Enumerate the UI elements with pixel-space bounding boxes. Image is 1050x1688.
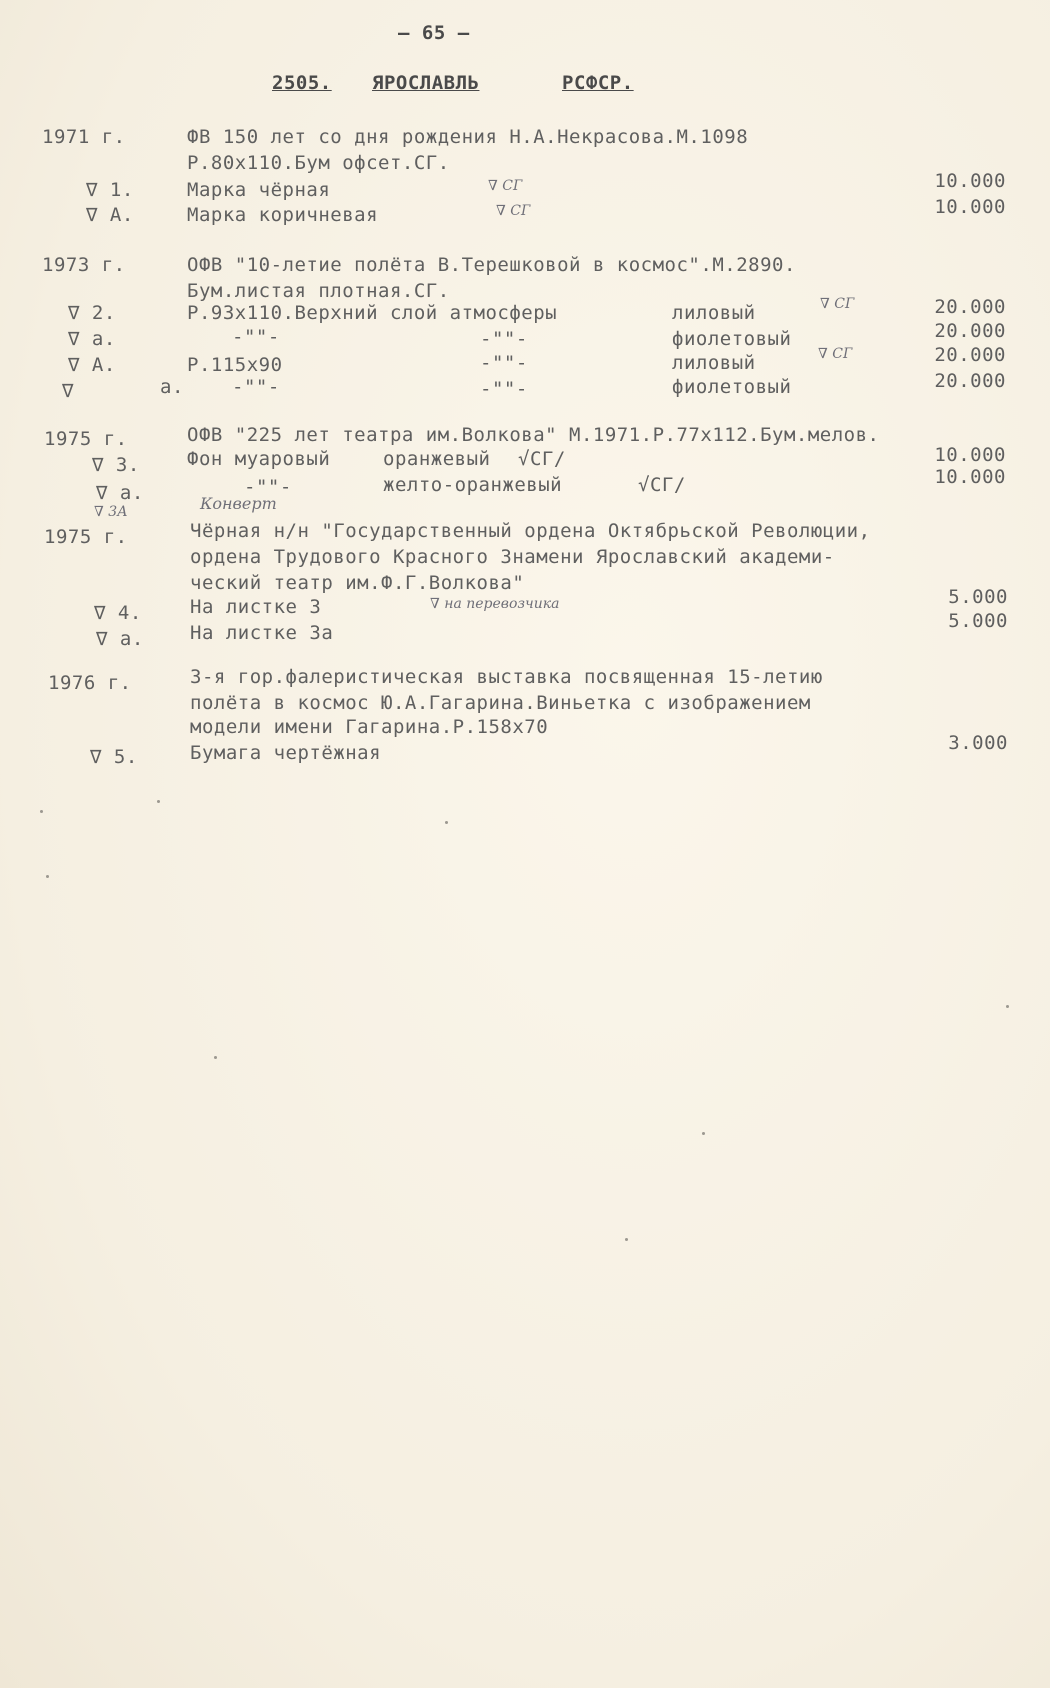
quantity: 5.000	[948, 610, 1008, 632]
variant-text: Бумага чертёжная	[190, 742, 382, 764]
handwritten-mark: ∇ 3А	[94, 504, 128, 520]
quantity: 10.000	[934, 466, 1006, 488]
item-description: ческий театр им.Ф.Г.Волкова"	[190, 572, 525, 594]
variant-text: Р.93х110.Верхний слой атмосферы	[187, 302, 558, 324]
catalog-mark: ∇ 2.	[68, 302, 116, 324]
heading-region: РСФСР.	[562, 72, 634, 94]
variant-text: На листке 3а	[190, 622, 334, 644]
paper-speck	[702, 1132, 705, 1135]
paper-speck	[445, 821, 448, 824]
year-label: 1973 г.	[42, 254, 126, 276]
handwritten-note: ∇ на перевозчика	[430, 596, 560, 612]
item-description: ФВ 150 лет со дня рождения Н.А.Некрасова.М.1098	[187, 126, 749, 148]
item-description: полёта в космос Ю.А.Гагарина.Виньетка с изображением	[190, 692, 811, 714]
quantity: 20.000	[934, 296, 1006, 318]
ditto-mark: -""-	[480, 352, 528, 374]
quantity: 20.000	[934, 370, 1006, 392]
color-label: желто-оранжевый	[383, 474, 563, 496]
color-label: лиловый	[672, 352, 756, 374]
ditto-mark: -""-	[480, 378, 528, 400]
ditto-mark: -""-	[244, 476, 292, 498]
handwritten-note: Конверт	[200, 494, 277, 513]
item-description: модели имени Гагарина.Р.158х70	[190, 716, 549, 738]
item-description: ОФВ "10-летие полёта В.Терешковой в космос".М.2890.	[187, 254, 796, 276]
item-description: Бум.листая плотная.СГ.	[187, 280, 450, 302]
variant-text: Фон муаровый	[187, 448, 331, 470]
ditto-mark: -""-	[232, 326, 280, 348]
quantity: 3.000	[948, 732, 1008, 754]
paper-speck	[1006, 1005, 1009, 1008]
quantity: 10.000	[934, 170, 1006, 192]
paper-speck	[625, 1238, 628, 1241]
catalog-mark: ∇ а.	[68, 328, 116, 350]
paper-speck	[214, 1056, 217, 1059]
color-label: фиолетовый	[672, 376, 792, 398]
catalog-mark: а.	[160, 376, 184, 398]
handwritten-note: ∇ СГ	[488, 178, 523, 194]
catalog-mark: ∇ А.	[86, 204, 134, 226]
catalog-mark: ∇ 5.	[90, 746, 138, 768]
handwritten-note: ∇ СГ	[820, 296, 855, 312]
catalog-mark: ∇ а.	[96, 482, 144, 504]
color-label: лиловый	[672, 302, 756, 324]
variant-text: Марка чёрная	[187, 179, 331, 201]
item-description: 3-я гор.фалеристическая выставка посвященная 15-летию	[190, 666, 823, 688]
item-description: Чёрная н/н "Государственный ордена Октябрьской Революции,	[190, 520, 871, 542]
year-label: 1975 г.	[44, 428, 128, 450]
quantity: 5.000	[948, 586, 1008, 608]
paper-speck	[157, 800, 160, 803]
catalog-mark: ∇ А.	[68, 354, 116, 376]
heading-code: 2505.	[272, 72, 332, 94]
quantity: 10.000	[934, 444, 1006, 466]
year-label: 1971 г.	[42, 126, 126, 148]
color-label: фиолетовый	[672, 328, 792, 350]
heading-city: ЯРОСЛАВЛЬ	[372, 72, 480, 94]
ditto-mark: -""-	[480, 328, 528, 350]
page-number: – 65 –	[398, 22, 470, 44]
year-label: 1975 г.	[44, 526, 128, 548]
catalog-mark: ∇ а.	[96, 628, 144, 650]
variant-text: На листке 3	[190, 596, 322, 618]
quantity: 20.000	[934, 344, 1006, 366]
variant-text: Марка коричневая	[187, 204, 379, 226]
quantity: 10.000	[934, 196, 1006, 218]
item-description: Р.80х110.Бум офсет.СГ.	[187, 152, 450, 174]
paper-speck	[46, 875, 49, 878]
quantity: 20.000	[934, 320, 1006, 342]
catalog-mark: ∇ 4.	[94, 602, 142, 624]
item-description: ордена Трудового Красного Знамени Ярославский академи-	[190, 546, 835, 568]
tag: √СГ/	[638, 474, 686, 496]
color-label: оранжевый	[383, 448, 491, 470]
year-label: 1976 г.	[48, 672, 132, 694]
catalog-mark: ∇	[62, 380, 74, 402]
catalog-mark: ∇ 1.	[86, 179, 134, 201]
item-description: ОФВ "225 лет театра им.Волкова" М.1971.Р.77х112.Бум.мелов.	[187, 424, 880, 446]
variant-text: Р.115х90	[187, 354, 283, 376]
tag: √СГ/	[518, 448, 566, 470]
handwritten-note: ∇ СГ	[818, 346, 853, 362]
paper-speck	[40, 810, 43, 813]
catalog-mark: ∇ 3.	[92, 454, 140, 476]
ditto-mark: -""-	[232, 376, 280, 398]
handwritten-note: ∇ СГ	[496, 203, 531, 219]
